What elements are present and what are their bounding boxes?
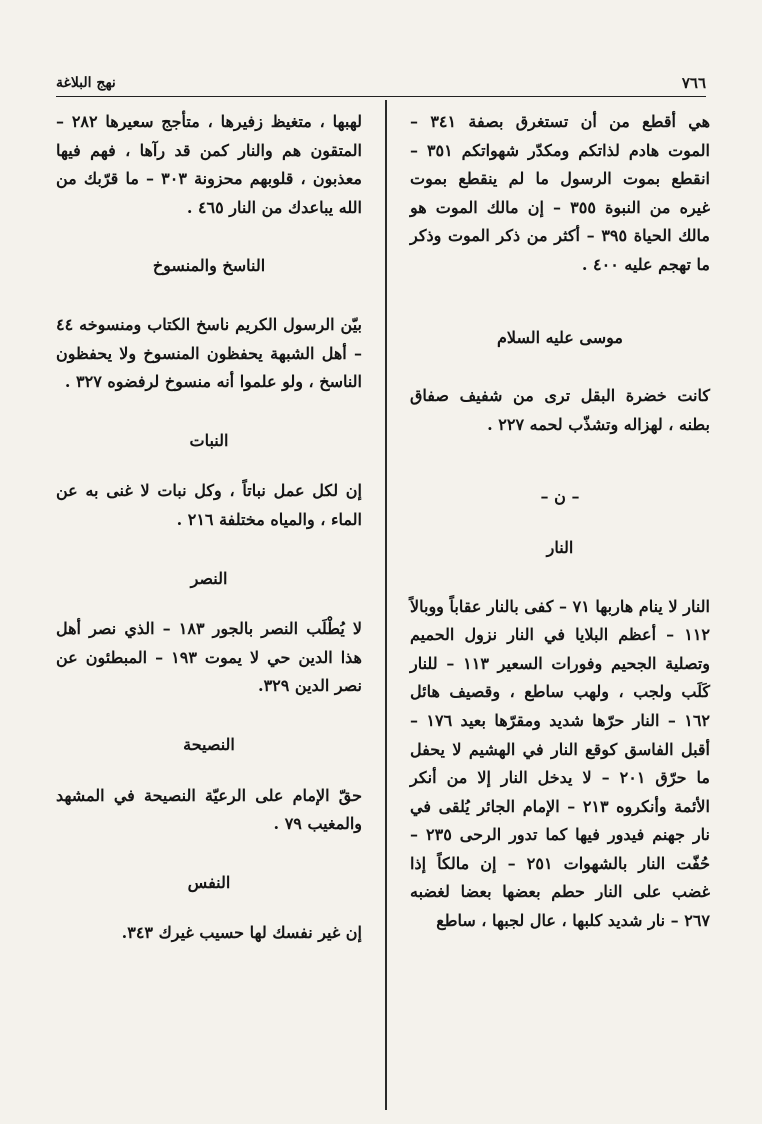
- page-header: [56, 74, 706, 97]
- intro-paragraph: هي أقطع من أن تستغرق بصفة ٣٤١ – الموت هادم لذاتكم ومكدّر شهواتكم ٣٥١ – انقطع بموت الرسول ما لم ينقطع بموت غيره من النبوة ٣٥٥ – إن مالك الموت هو مالك الحياة ٣٩٥ – أكثر من ذكر الموت وذكر ما تهجم عليه ٤٠٠ .: [410, 112, 710, 274]
- nasr-paragraph: لا يُطْلَب النصر بالجور ١٨٣ – الذي نصر أهل هذا الدين حي لا يموت ١٩٣ – المبطئون عن نصر الدين ٣٢٩.: [56, 619, 362, 696]
- section-heading-musa: موسى عليه السلام: [496, 327, 623, 347]
- section-heading-nasiha: النصيحة: [183, 734, 235, 754]
- nafs-paragraph: إن غير نفسك لها حسيب غيرك ٣٤٣.: [121, 923, 362, 943]
- section-heading-nar: النار: [546, 537, 574, 557]
- page-number: ٧٦٦: [681, 74, 706, 92]
- section-heading-nabat: النبات: [189, 430, 229, 450]
- section-heading-nasikh: الناسخ والمنسوخ: [152, 256, 266, 276]
- section-heading-nasr: النصر: [190, 568, 228, 588]
- musa-paragraph: كانت خضرة البقل ترى من شفيف صفاق بطنه ، لهزاله وتشذّب لحمه ٢٢٧ .: [410, 386, 710, 434]
- running-title: نهج البلاغة: [56, 75, 116, 91]
- right-column: [410, 108, 710, 936]
- continued-paragraph: لهبها ، متغيظ زفيرها ، متأجج سعيرها ٢٨٢ – المتقون هم والنار كمن قد رآها ، فهم فيها معذبون ، قلوبهم محزونة ٣٠٣ – ما قرّبك من الله يباعدك من النار ٤٦٥ .: [56, 112, 362, 217]
- section-heading-nafs: النفس: [187, 872, 231, 892]
- nasiha-paragraph: حقّ الإمام على الرعيّة النصيحة في المشهد والمغيب ٧٩ .: [56, 785, 362, 834]
- column-divider: [385, 100, 387, 1110]
- letter-heading: – ن –: [540, 487, 580, 507]
- left-column: [56, 108, 362, 948]
- nar-paragraph: النار لا ينام هاربها ٧١ – كفى بالنار عقاباً ووبالاً ١١٢ – أعظم البلايا في النار نزول الحميم وتصلية الجحيم وفورات السعير ١١٣ – للنار كَلَب ولجب ، ولهب ساطع ، وقصيف هائل ١٦٢ – النار حرّها شديد ومقرّها بعيد ١٧٦ – أقبل الفاسق كوقع النار في الهشيم لا يحفل ما حرّق ٢٠١ – لا يدخل النار إلا من أنكر الأئمة وأنكروه ٢١٣ – الإمام الجائر يُلقى في نار جهنم فيدور فيها كما تدور الرحى ٢٣٥ – حُفّت النار بالشهوات ٢٥١ – إن مالكاً إذا غضب على النار حطم بعضها بعضا لغضبه ٢٦٧ – نار شديد كلبها ، عال لجبها ، ساطع: [410, 596, 711, 931]
- nabat-paragraph: إن لكل عمل نباتاً ، وكل نبات لا غنى به عن الماء ، والمياه مختلفة ٢١٦ .: [56, 481, 362, 529]
- nasikh-paragraph: بيّن الرسول الكريم ناسخ الكتاب ومنسوخه ٤٤ – أهل الشبهة يحفظون المنسوخ ولا يحفظون الناسخ ، ولو علموا أنه منسوخ لرفضوه ٣٢٧ .: [56, 314, 362, 392]
